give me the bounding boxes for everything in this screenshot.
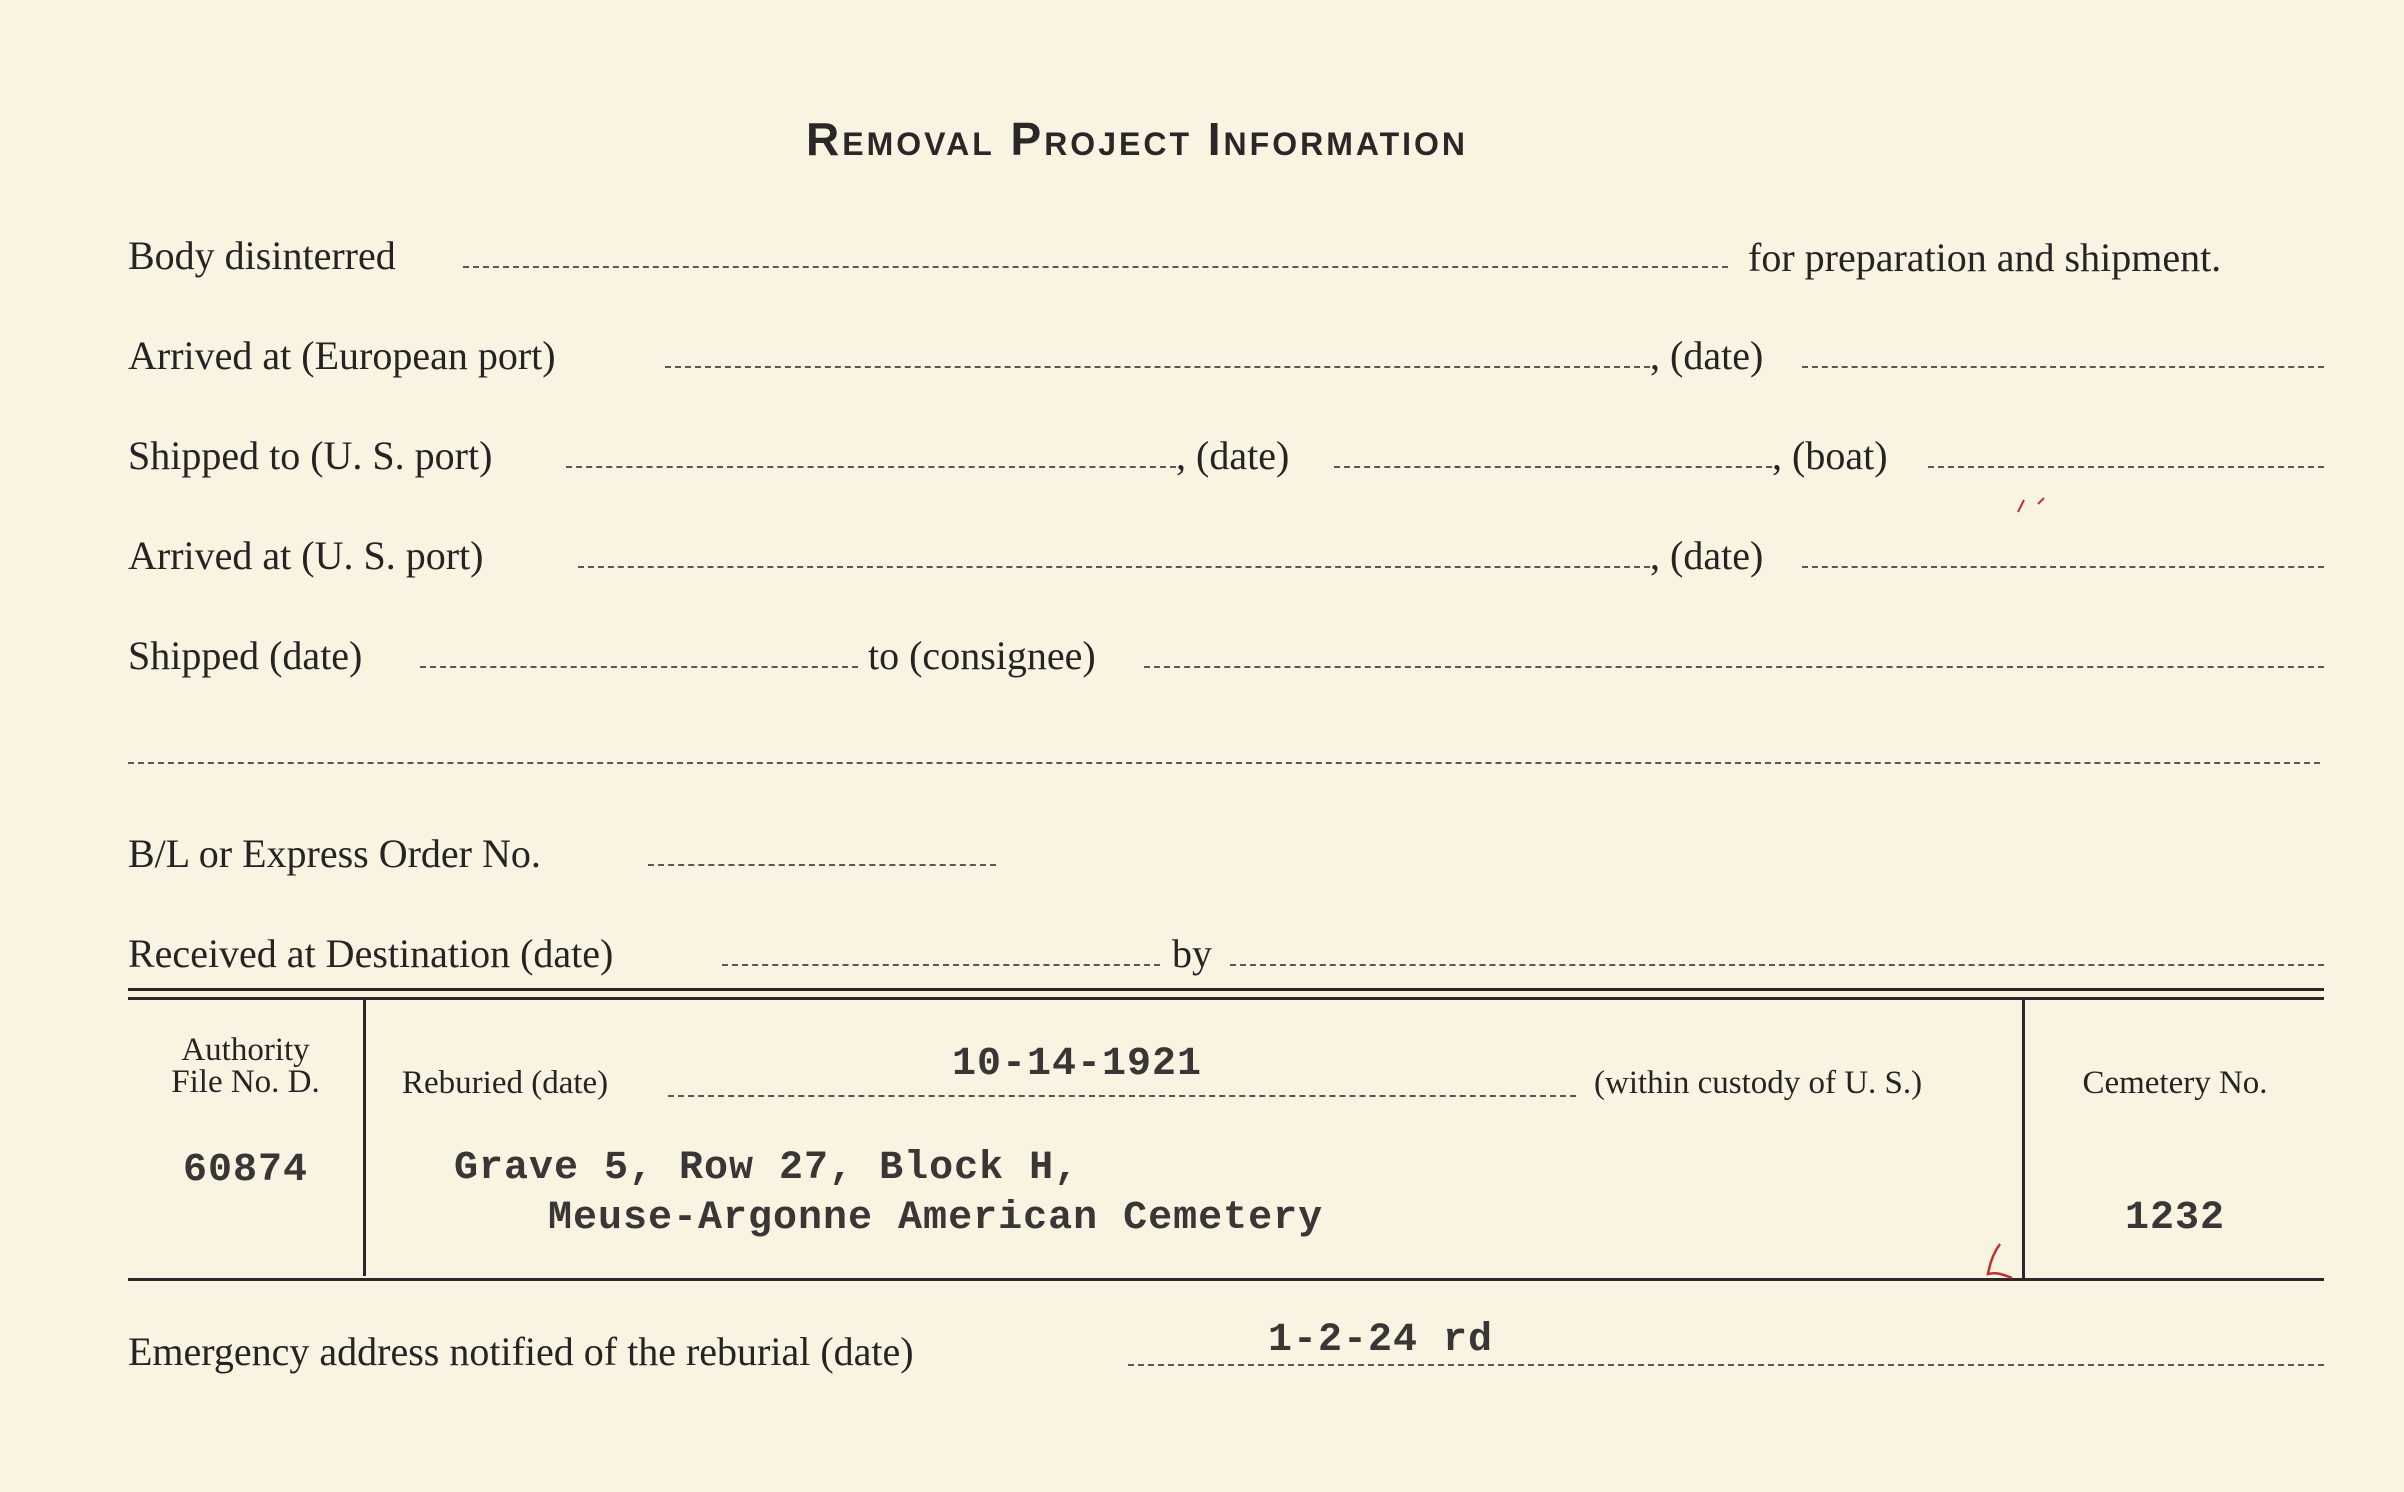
body-disinterred-line (463, 266, 1728, 268)
reburied-line (668, 1095, 1576, 1097)
emergency-line (1128, 1364, 2324, 1366)
authority-file-number: 60874 (182, 1148, 309, 1193)
received-by-label: by (1172, 931, 1212, 976)
red-tick-mark (2010, 492, 2050, 522)
arrived-european-date-label: , (date) (1650, 333, 1764, 378)
arrived-european-date-line (1802, 366, 2324, 368)
emergency-label: Emergency address notified of the reburial (date) (128, 1329, 914, 1374)
shipped-date-label: Shipped (date) (128, 633, 363, 678)
authority-label-line-2: File No. D. (171, 1064, 320, 1100)
bl-order-line (648, 864, 996, 866)
card-title: Removal Project Information (806, 113, 1469, 165)
received-destination-line (722, 964, 1160, 966)
reburied-date: 10-14-1921 (952, 1042, 1203, 1087)
bl-order-label: B/L or Express Order No. (128, 831, 541, 876)
arrived-us-port-line (578, 566, 1650, 568)
reburied-label: Reburied (date) (402, 1065, 609, 1101)
blank-line (128, 762, 2320, 764)
custody-label: (within custody of U. S.) (1594, 1065, 1923, 1101)
cemetery-number: 1232 (2124, 1196, 2225, 1241)
grave-location-line-2: Meuse-Argonne American Cemetery (548, 1196, 1324, 1241)
shipped-us-port-label: Shipped to (U. S. port) (128, 433, 493, 478)
to-consignee-line (1144, 666, 2324, 668)
shipped-us-boat-label: , (boat) (1772, 433, 1888, 478)
body-disinterred-label: Body disinterred (128, 233, 396, 278)
red-check-mark (1972, 1238, 2020, 1288)
arrived-us-port-label: Arrived at (U. S. port) (128, 533, 484, 578)
received-destination-label: Received at Destination (date) (128, 931, 614, 976)
arrived-european-port-label: Arrived at (European port) (128, 333, 556, 378)
arrived-us-date-label: , (date) (1650, 533, 1764, 578)
to-consignee-label: to (consignee) (868, 633, 1096, 678)
shipped-us-date-line (1334, 466, 1772, 468)
received-by-line (1230, 964, 2324, 966)
authority-label-line-1: Authority (181, 1032, 310, 1068)
shipped-date-line (420, 666, 858, 668)
arrived-us-date-line (1802, 566, 2324, 568)
box-divider-left (363, 1000, 366, 1276)
for-preparation-label: for preparation and shipment. (1748, 235, 2222, 280)
shipped-us-port-line (566, 466, 1176, 468)
cemetery-label: Cemetery No. (2082, 1065, 2268, 1101)
grave-location-line-1: Grave 5, Row 27, Block H, (454, 1146, 1080, 1191)
box-top-rule-1 (128, 988, 2324, 991)
emergency-date: 1-2-24 rd (1268, 1318, 1494, 1363)
box-top-rule-2 (128, 997, 2324, 1000)
shipped-us-date-label: , (date) (1176, 433, 1290, 478)
shipped-us-boat-line (1928, 466, 2324, 468)
arrived-european-port-line (665, 366, 1650, 368)
